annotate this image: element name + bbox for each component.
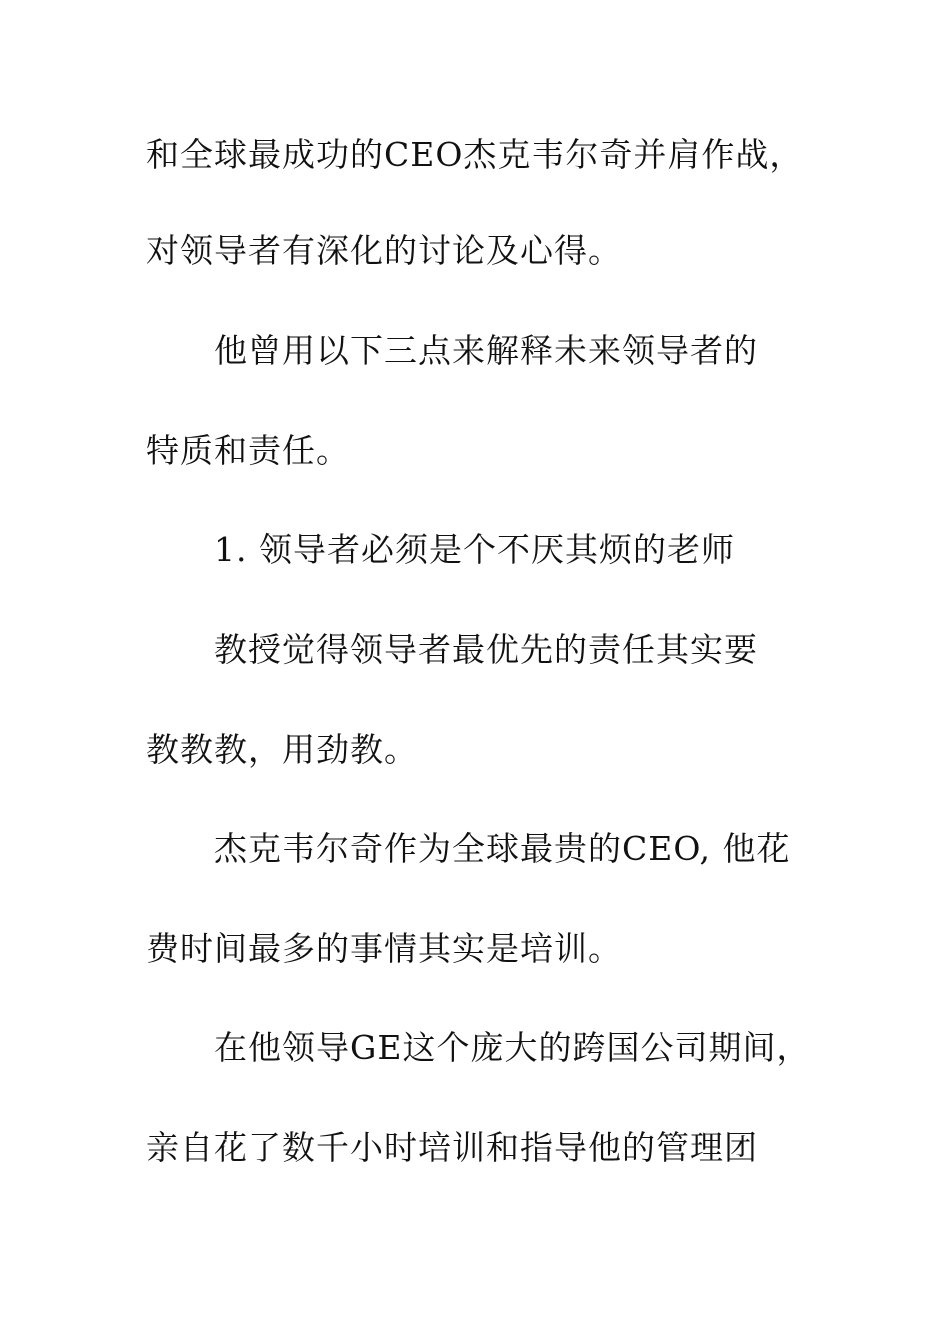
text-line: 对领导者有深化的讨论及心得。 [146, 231, 622, 270]
text-line: 和全球最成功的CEO杰克韦尔奇并肩作战， [146, 135, 804, 174]
paragraph-start-line: 他曾用以下三点来解释未来领导者的 [214, 331, 758, 370]
paragraph-start-line: 教授觉得领导者最优先的责任其实要 [214, 630, 758, 669]
text-line: 特质和责任。 [146, 431, 350, 470]
paragraph-start-line: 在他领导GE这个庞大的跨国公司期间， [214, 1028, 811, 1067]
numbered-heading: 1. 领导者必须是个不厌其烦的老师 [214, 530, 735, 569]
paragraph-start-line: 杰克韦尔奇作为全球最贵的CEO, 他花 [214, 829, 791, 868]
text-line: 亲自花了数千小时培训和指导他的管理团 [146, 1128, 758, 1167]
text-line: 教教教，用劲教。 [146, 730, 418, 769]
text-line: 费时间最多的事情其实是培训。 [146, 929, 622, 968]
